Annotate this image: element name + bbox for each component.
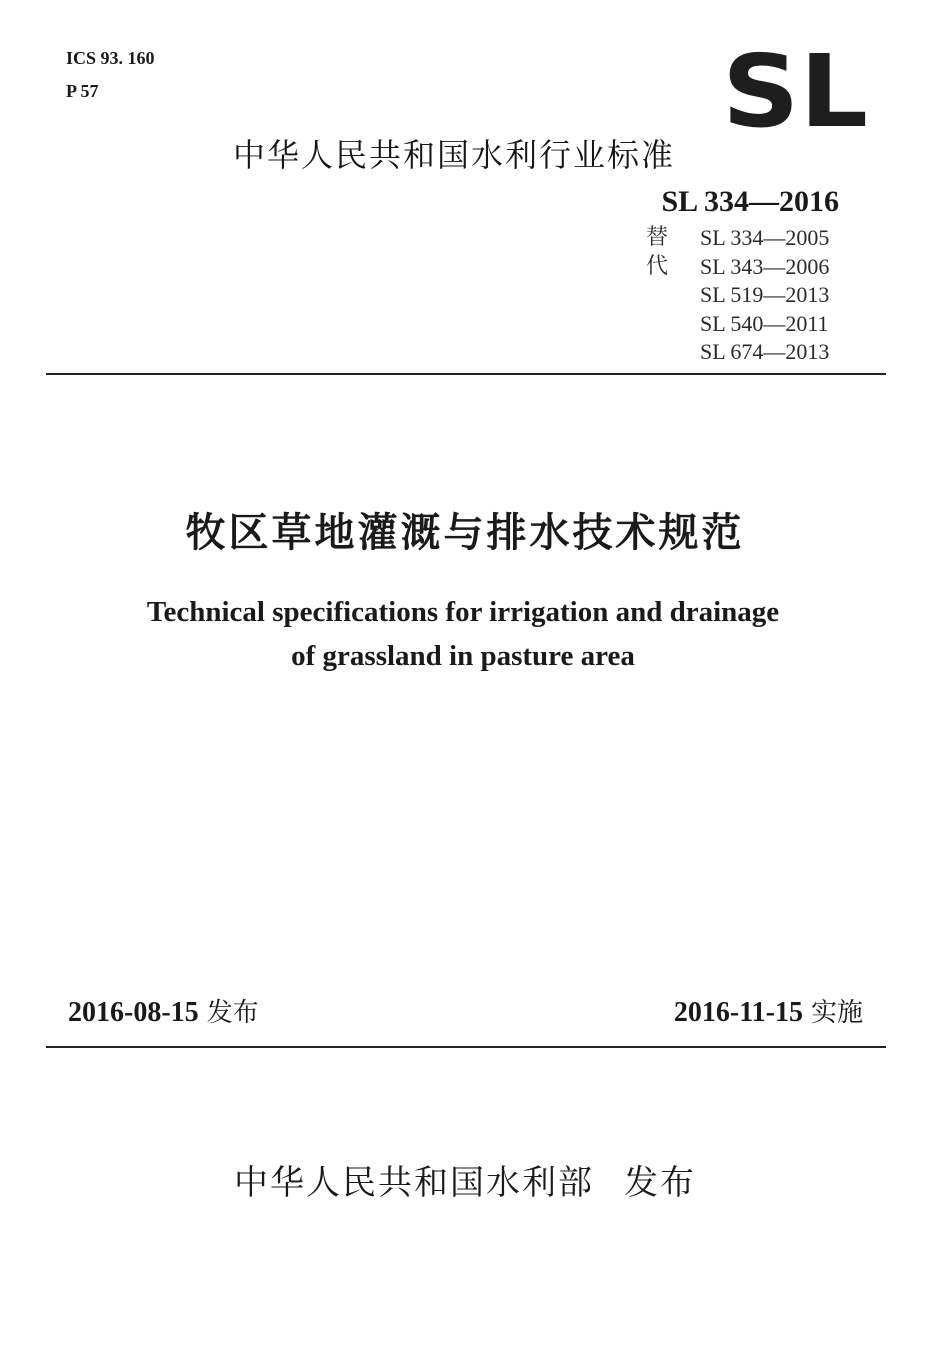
bottom-divider <box>46 1046 886 1048</box>
replaced-standard: SL 674—2013 <box>700 339 830 365</box>
publish-date-block <box>68 995 259 1031</box>
effective-date-block <box>674 995 863 1031</box>
standard-number: SL 334—2016 <box>661 185 839 218</box>
top-divider <box>46 373 886 375</box>
replaces-list <box>700 224 850 367</box>
sl-logo-text: SL <box>722 48 868 128</box>
ics-code: ICS 93. 160 <box>66 48 155 68</box>
english-title-line-1: Technical specifications for irrigation and drainage <box>146 596 780 628</box>
industry-standard-title: 中华人民共和国水利行业标准 <box>233 136 676 174</box>
publisher-label: 发布 <box>624 1163 696 1203</box>
document-title-chinese: 牧区草地灌溉与排水技术规范 <box>185 510 745 556</box>
sl-logo <box>722 48 868 128</box>
english-title-line-2: of grassland in pasture area <box>291 640 635 672</box>
publisher-name: 中华人民共和国水利部 <box>234 1163 594 1203</box>
effective-date: 2016-11-15 <box>673 997 803 1028</box>
replaced-standard: SL 334—2005 <box>700 225 830 250</box>
effective-label: 实施 <box>810 998 863 1028</box>
replaced-standard: SL 540—2011 <box>700 310 829 336</box>
replaced-standard: SL 519—2013 <box>700 282 830 308</box>
classification-code: P 57 <box>66 81 99 101</box>
publish-label: 发布 <box>206 998 259 1028</box>
publish-date: 2016-08-15 <box>68 997 199 1028</box>
publisher-line <box>0 1161 930 1205</box>
document-title-english <box>0 590 926 678</box>
replaces-label: 替代 <box>646 225 669 279</box>
replaced-standard: SL 343—2006 <box>700 253 830 279</box>
